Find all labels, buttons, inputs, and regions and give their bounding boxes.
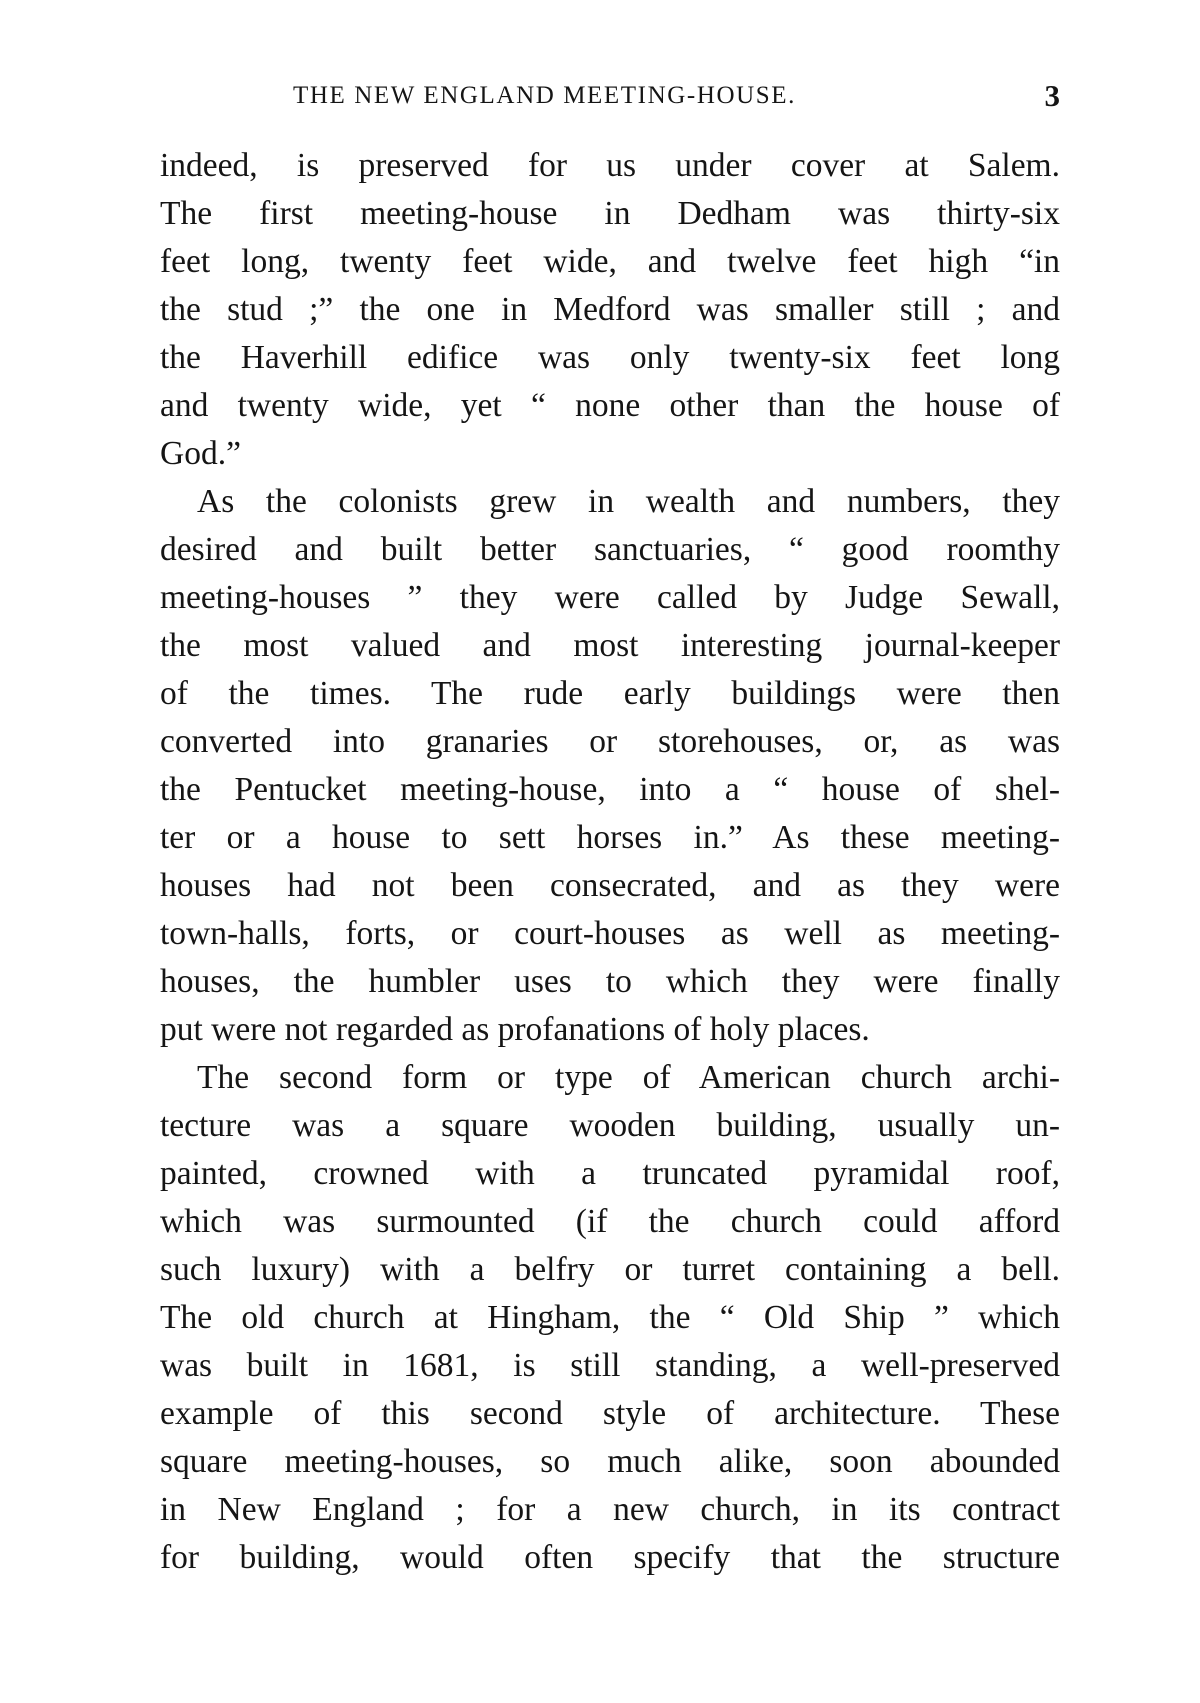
text-line: such luxury) with a belfry or turret containing a bell. <box>160 1251 1060 1288</box>
paragraph <box>160 142 1060 478</box>
text-line: God.” <box>160 435 241 472</box>
text-line: The second form or type of American church archi- <box>197 1059 1060 1096</box>
text-line: As the colonists grew in wealth and numbers, they <box>197 483 1060 520</box>
page-number: 3 <box>1044 78 1060 113</box>
text-line: houses had not been consecrated, and as they were <box>160 867 1060 904</box>
text-line: for building, would often specify that the structure <box>160 1539 1060 1576</box>
text-line: the stud ;” the one in Medford was smaller still ; and <box>160 291 1060 328</box>
text-line: houses, the humbler uses to which they were finally <box>160 963 1060 1000</box>
text-line: The first meeting-house in Dedham was thirty-six <box>160 195 1060 232</box>
text-line: painted, crowned with a truncated pyramidal roof, <box>160 1155 1060 1192</box>
text-line: desired and built better sanctuaries, “ good roomthy <box>160 531 1060 568</box>
text-line: which was surmounted (if the church could afford <box>160 1203 1060 1240</box>
text-line: indeed, is preserved for us under cover at Salem. <box>160 147 1060 184</box>
text-line: was built in 1681, is still standing, a well-preserved <box>160 1347 1060 1384</box>
text-line: the most valued and most interesting journal-keeper <box>160 627 1060 664</box>
text-line: meeting-houses ” they were called by Judge Sewall, <box>160 579 1060 616</box>
text-line: The old church at Hingham, the “ Old Ship ” which <box>160 1299 1060 1336</box>
body-text <box>160 142 1060 1582</box>
text-line: ter or a house to sett horses in.” As these meeting- <box>160 819 1060 856</box>
text-line: in New England ; for a new church, in its contract <box>160 1491 1060 1528</box>
text-line: and twenty wide, yet “ none other than the house of <box>160 387 1060 424</box>
text-line: put were not regarded as profanations of holy places. <box>160 1011 870 1048</box>
text-line: of the times. The rude early buildings were then <box>160 675 1060 712</box>
running-title: THE NEW ENGLAND MEETING-HOUSE. <box>293 82 797 109</box>
text-line: the Pentucket meeting-house, into a “ house of shel- <box>160 771 1060 808</box>
running-head <box>160 74 1060 114</box>
text-line: town-halls, forts, or court-houses as well as meeting- <box>160 915 1060 952</box>
paragraph <box>160 478 1060 1054</box>
text-line: converted into granaries or storehouses, or, as was <box>160 723 1060 760</box>
text-line: example of this second style of architecture. These <box>160 1395 1060 1432</box>
text-line: tecture was a square wooden building, usually un- <box>160 1107 1060 1144</box>
paragraph <box>160 1054 1060 1582</box>
text-line: the Haverhill edifice was only twenty-six feet long <box>160 339 1060 376</box>
text-line: feet long, twenty feet wide, and twelve feet high “in <box>160 243 1060 280</box>
text-line: square meeting-houses, so much alike, soon abounded <box>160 1443 1060 1480</box>
